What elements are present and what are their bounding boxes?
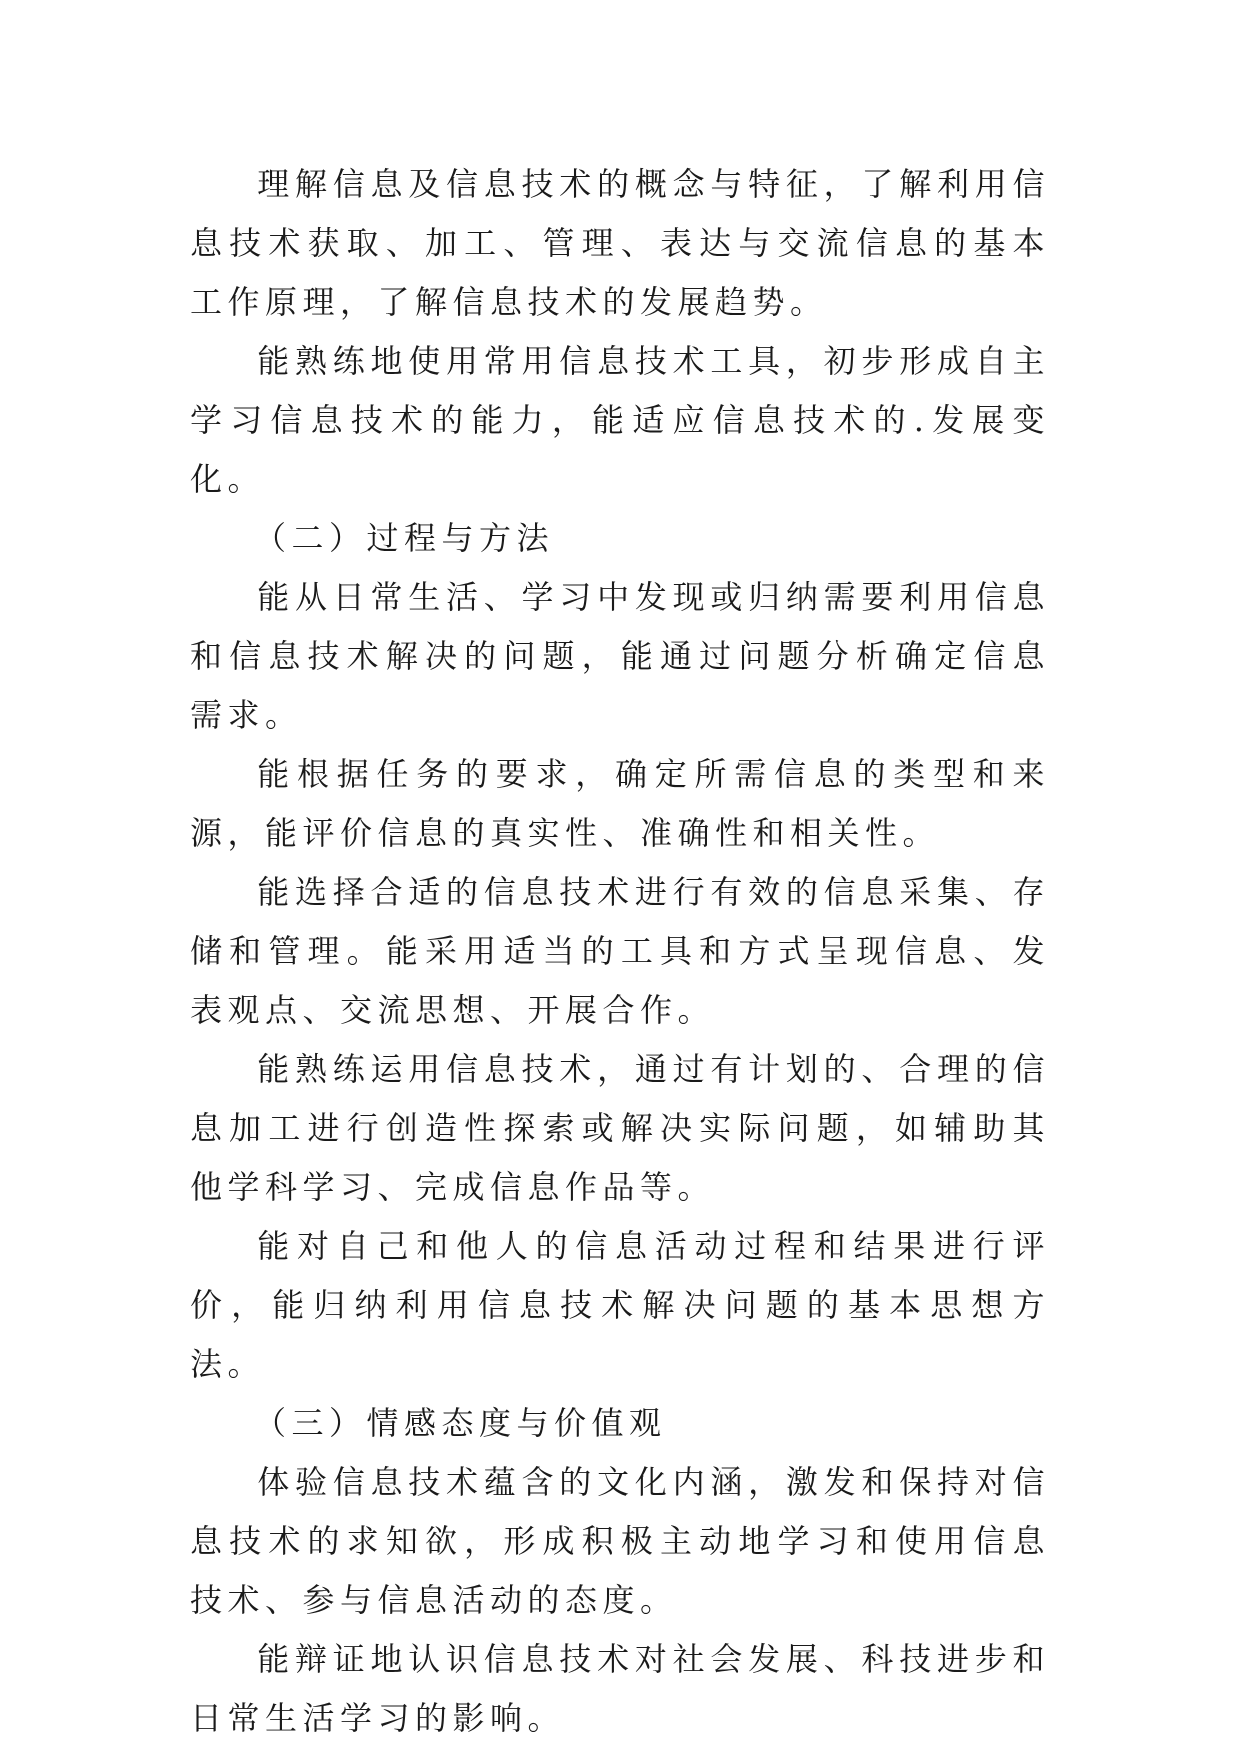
section-heading-attitudes-values: （三）情感态度与价值观 (254, 1404, 667, 1442)
paragraph-information-management: 能选择合适的信息技术进行有效的信息采集、存储和管理。能采用适当的工具和方式呈现信息、发表观点、交流思想、开展合作。 (190, 873, 1050, 1029)
paragraph-cultural-connotation: 体验信息技术蕴含的文化内涵，激发和保持对信息技术的求知欲，形成积极主动地学习和使用信息技术、参与信息活动的态度。 (190, 1463, 1050, 1619)
paragraph-concepts: 理解信息及信息技术的概念与特征，了解利用信息技术获取、加工、管理、表达与交流信息的基本工作原理，了解信息技术的发展趋势。 (190, 165, 1050, 321)
paragraph-information-sources: 能根据任务的要求，确定所需信息的类型和来源，能评价信息的真实性、准确性和相关性。 (190, 755, 1050, 852)
paragraph-tools: 能熟练地使用常用信息技术工具，初步形成自主学习信息技术的能力，能适应信息技术的.发展变化。 (190, 342, 1050, 498)
document-body (190, 155, 1050, 1748)
paragraph-evaluation: 能对自己和他人的信息活动过程和结果进行评价，能归纳利用信息技术解决问题的基本思想方法。 (190, 1227, 1050, 1383)
paragraph-social-impact: 能辩证地认识信息技术对社会发展、科技进步和日常生活学习的影响。 (190, 1640, 1050, 1737)
paragraph-creative-exploration: 能熟练运用信息技术，通过有计划的、合理的信息加工进行创造性探索或解决实际问题，如辅助其他学科学习、完成信息作品等。 (190, 1050, 1050, 1206)
paragraph-identify-problems: 能从日常生活、学习中发现或归纳需要利用信息和信息技术解决的问题，能通过问题分析确定信息需求。 (190, 578, 1050, 734)
section-heading-process-methods: （二）过程与方法 (254, 519, 555, 557)
